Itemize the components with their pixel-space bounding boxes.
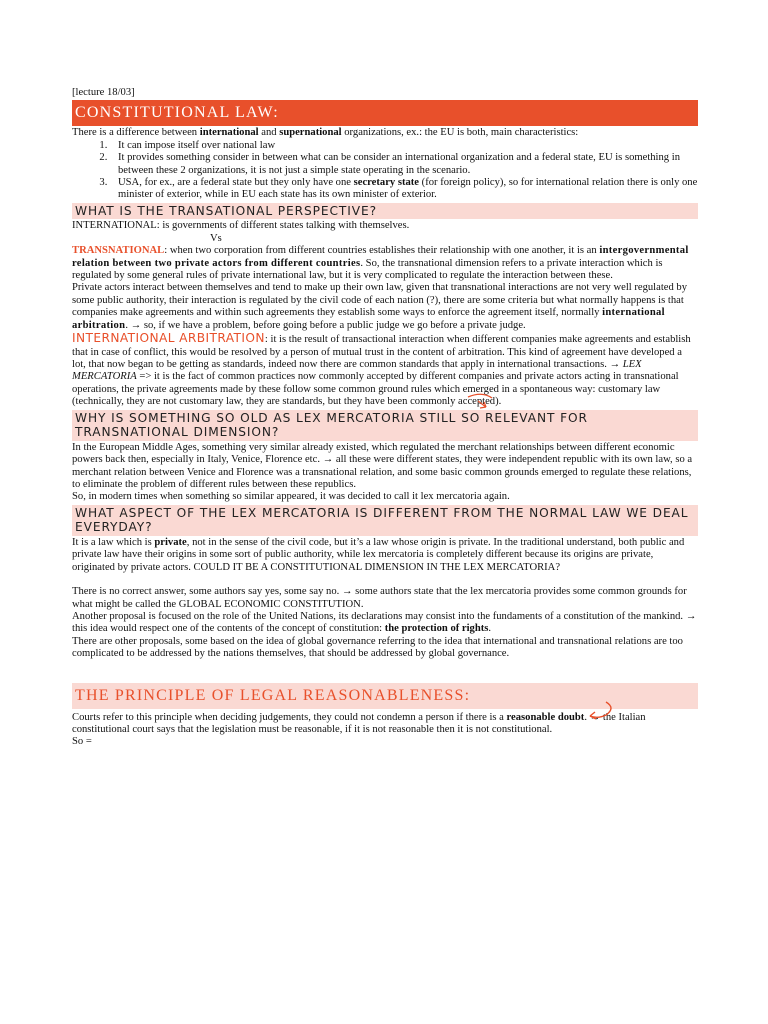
spacer [72,574,698,586]
lecture-label: [lecture 18/03] [72,87,135,98]
heading-constitutional-law: CONSTITUTIONAL LAW: [72,100,698,126]
global-governance-paragraph: There are other proposals, some based on the idea of global governance referring to the idea that international and transnational relations are too complicated to be addressed by the nations themselves, that should be addressed by global governance. [72,635,683,660]
list-item: 2. It provides something consider in between what can be consider an international organization and a federal state, EU is something in between these 2 organizations, it is not just a simple state operating in the scenario. [110,152,698,177]
international-paragraph: INTERNATIONAL: is governments of different states talking with themselves. [72,220,410,232]
modern-times-paragraph: So, in modern times when something so similar appeared, it was decided to call it lex mercatoria again. [72,491,510,503]
transnational-term: TRANSNATIONAL [72,245,165,257]
document-body [72,87,698,749]
heading-lex-mercatoria-difference: WHAT ASPECT OF THE LEX MERCATORIA IS DIFFERENT FROM THE NORMAL LAW WE DEAL EVERYDAY? [72,505,698,536]
list-item: 3. USA, for ex., are a federal state but they only have one secretary state (for foreign policy), so for international relation there is only one minister of exterior, while in EU each state has its own minister of exterior. [110,177,698,202]
curved-arrow-icon [586,700,616,722]
curved-arrow-icon [466,393,502,415]
vs-label: Vs [210,232,222,244]
heading-lex-mercatoria-relevance: WHY IS SOMETHING SO OLD AS LEX MERCATORIA STILL SO RELEVANT FOR TRANSNATIONAL DIMENSION? [72,410,698,441]
intro-paragraph: There is a difference between international and supernational organizations, ex.: the EU is both, main characteristics: [72,127,579,139]
global-constitution-paragraph: There is no correct answer, some authors say yes, some say no. → some authors state that the lex mercatoria provides some common grounds for what might be called the GLOBAL ECONOMIC CONSTITUTION. [72,586,687,610]
private-law-paragraph: It is a law which is private, not in the sense of the civil code, but it’s a law whose origin is private. In the traditional understand, both public and private law have their origins in some sort of public authority, while lex mercatoria is completely different because its origins are private, originated by private actors. COULD IT BE A CONSTITUTIONAL DIMENSION IN THE LEX MERCATORIA? [72,536,685,573]
arbitration-paragraph: INTERNATIONAL ARBITRATION: it is the result of transactional interaction when different companies make agreements and establish that in case of conflict, this would be resolved by a person of mutual trust in the content of arbitration. This kind of agreement have developed a lot, that now began to be getting as standards, indeed now there are common standards that apply in international transactions. → LEX MERCATORIA => it is the fact of common practices now commonly accepted by different companies and private actors acting in transnational operations, the private agreements made by these follow some common ground rules which emerged in a spontaneous way: customary law (technically, they are not customary law, they are standards, but they have been commonly accepted). [72,331,691,408]
list-item: 1. It can impose itself over national law [110,140,698,152]
reasonableness-paragraph: Courts refer to this principle when deciding judgements, they could not condemn a person if there is a reasonable doubt. → the Italian constitutional court says that the legislation must be reasonable, if it is not reasonable then it is not constitutional. [72,711,646,735]
heading-transnational-perspective: WHAT IS THE TRANSATIONAL PERSPECTIVE? [72,203,698,220]
heading-legal-reasonableness: THE PRINCIPLE OF LEGAL REASONABLENESS: [72,683,698,709]
characteristics-list [72,140,698,202]
united-nations-paragraph: Another proposal is focused on the role of the United Nations, its declarations may consist into the fundaments of a constitution of the mankind. → this idea would respect one of the contents of the concept of constitution: the protection of rights. [72,610,697,635]
spacer [72,661,698,683]
middle-ages-paragraph: In the European Middle Ages, something very similar already existed, which regulated the merchant relationships between different economic powers back then, especially in Italy, Venice, Florence etc. → all these were different states, they were independent republic with its own law, so a merchant relation between Venice and Florence was a transnational relation, and some basic common grounds emerged to regulate these relations, to eliminate the problem of different rules between these republics. [72,441,693,490]
arbitration-term: INTERNATIONAL ARBITRATION [72,331,265,346]
private-actors-paragraph: Private actors interact between themselves and tend to make up their own law, given that transnational interactions are not very well regulated by some public authority, their interaction is regulated by the civil code of each nation (?), there are some criteria but what normally happens is that companies make agreements and within such agreements they establish some ways to enforce the agreement itself, normally international arbitration. → so, if we have a problem, before going before a public judge we go before a private judge. [72,282,688,331]
transnational-paragraph: TRANSNATIONAL: when two corporation from different countries establishes their relationship with one another, it is an intergovernmental relation between two private actors from different countries. So, the transnational dimension refers to a private interaction which is regulated by some general rules of private international law, but it is very complicated to regulate the interaction between these. [72,245,689,282]
so-equals-line: So = [72,736,92,748]
